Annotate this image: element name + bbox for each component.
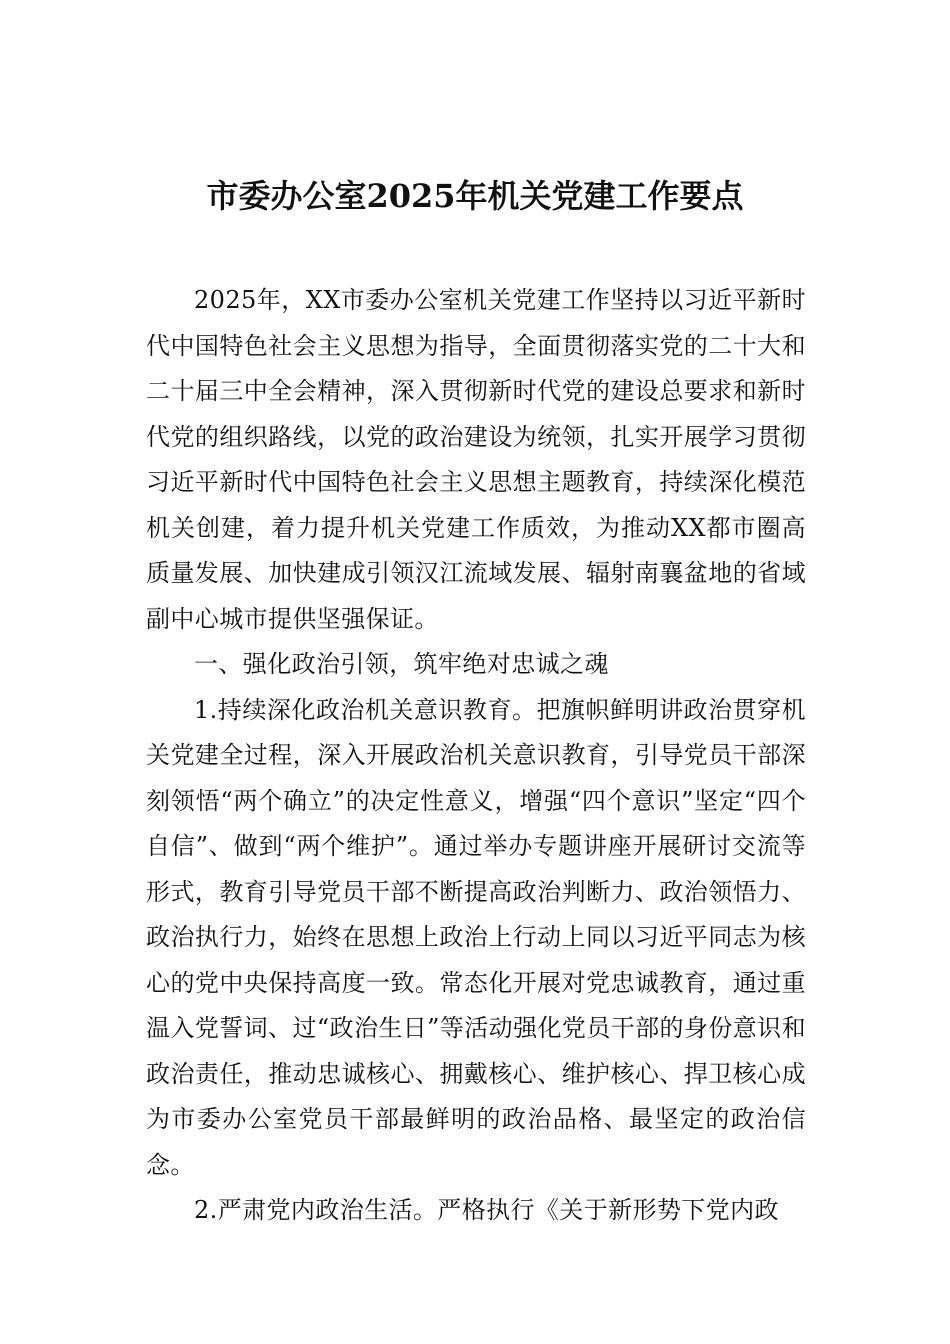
item-paragraph-2: 2.严肃党内政治生活。严格执行《关于新形势下党内政 [194, 1196, 779, 1224]
intro-paragraph: 2025年，XX市委办公室机关党建工作坚持以习近平新时代中国特色社会主义思想为指导，全面贯彻落实党的二十大和二十届三中全会精神，深入贯彻新时代党的建设总要求和新时代党的组织路线，以党的政治建设为统领，扎实开展学习贯彻习近平新时代中国特色社会主义思想主题教育，持续深化模范机关创建，着力提升机关党建工作质效，为推动XX都市圈高质量发展、加快建成引领汉江流域发展、辐射南襄盆地的省域副中心城市提供坚强保证。 [146, 286, 806, 633]
document-title: 市委办公室2025年机关党建工作要点 [206, 177, 744, 215]
item-paragraph-1: 1.持续深化政治机关意识教育。把旗帜鲜明讲政治贯穿机关党建全过程，深入开展政治机关意识教育，引导党员干部深刻领悟“两个确立”的决定性意义，增强“四个意识”坚定“四个自信”、做到“两个维护”。通过举办专题讲座开展研讨交流等形式，教育引导党员干部不断提高政治判断力、政治领悟力、政治执行力，始终在思想上政治上行动上同以习近平同志为核心的党中央保持高度一致。常态化开展对党忠诚教育，通过重温入党誓词、过“政治生日”等活动强化党员干部的身份意识和政治责任，推动忠诚核心、拥戴核心、维护核心、捍卫核心成为市委办公室党员干部最鲜明的政治品格、最坚定的政治信念。 [146, 695, 806, 1179]
document-body [146, 278, 806, 1234]
section-heading-1: 一、强化政治引领，筑牢绝对忠诚之魂 [194, 650, 609, 678]
